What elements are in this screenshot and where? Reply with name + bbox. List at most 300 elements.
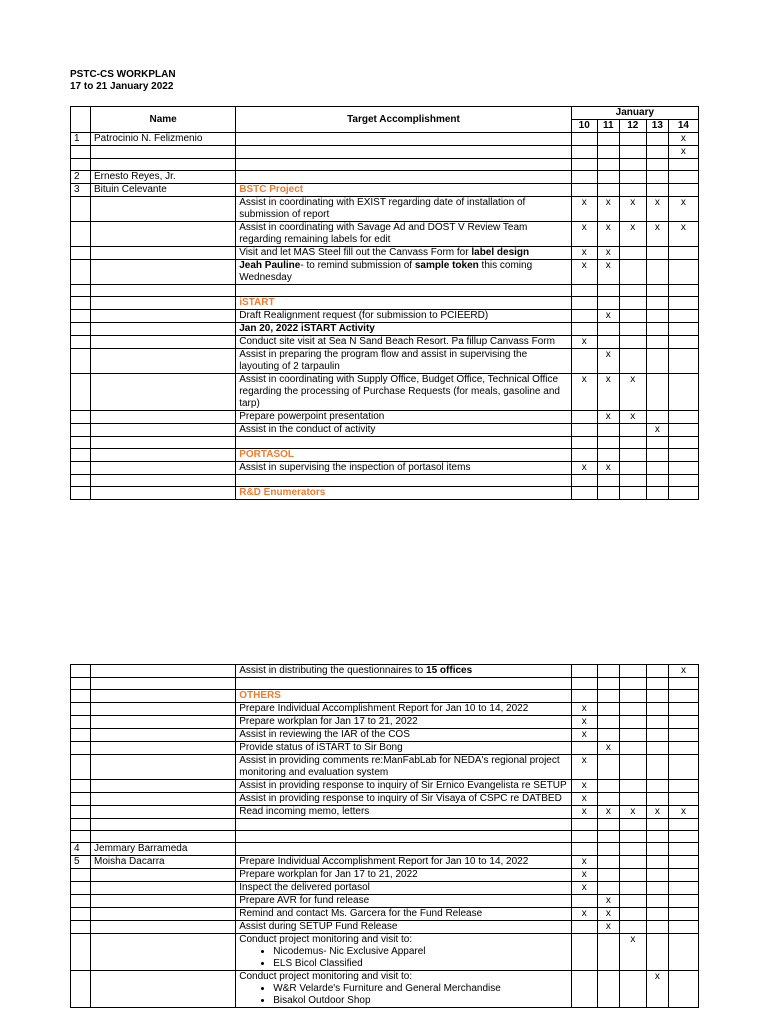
table-row [71, 197, 699, 222]
day-mark [619, 921, 646, 934]
table-row [71, 487, 699, 500]
day-mark [646, 336, 668, 349]
target-accomplishment [236, 184, 572, 197]
row-number [71, 159, 91, 171]
day-mark: x [597, 197, 619, 222]
target-accomplishment [236, 462, 572, 475]
staff-name [91, 908, 236, 921]
staff-name [91, 780, 236, 793]
day-mark [571, 678, 597, 690]
day-mark [619, 146, 646, 159]
staff-name [91, 349, 236, 374]
target-accomplishment [236, 819, 572, 831]
target-accomplishment [236, 895, 572, 908]
table-row [71, 424, 699, 437]
day-mark [668, 247, 698, 260]
row-number [71, 908, 91, 921]
task-text: Conduct project monitoring and visit to: [239, 934, 413, 945]
target-accomplishment [236, 742, 572, 755]
row-number [71, 424, 91, 437]
row-number [71, 247, 91, 260]
staff-name [91, 729, 236, 742]
day-mark [619, 716, 646, 729]
day-mark: x [619, 806, 646, 819]
staff-name: Patrocinio N. Felizmenio [91, 133, 236, 146]
day-mark [571, 297, 597, 310]
day-mark: x [619, 222, 646, 247]
row-number: 5 [71, 856, 91, 869]
target-accomplishment [236, 934, 572, 971]
table-row [71, 780, 699, 793]
day-mark [597, 716, 619, 729]
target-accomplishment [236, 247, 572, 260]
staff-name [91, 222, 236, 247]
task-text: Assist in providing response to inquiry of Sir Visaya of CSPC re DATBED [239, 793, 562, 804]
staff-name [91, 297, 236, 310]
day-mark [619, 437, 646, 449]
table-row [71, 869, 699, 882]
day-mark: x [619, 197, 646, 222]
day-mark [668, 690, 698, 703]
day-mark [571, 895, 597, 908]
task-text: Visit and let MAS Steel fill out the Canvass Form for [239, 247, 472, 258]
day-mark [646, 297, 668, 310]
staff-name [91, 934, 236, 971]
row-number [71, 475, 91, 487]
day-mark [619, 349, 646, 374]
day-mark: x [571, 882, 597, 895]
task-text: Assist in coordinating with Savage Ad and DOST V Review Team regarding remaining labels for edit [239, 222, 528, 245]
day-mark [646, 908, 668, 921]
staff-name [91, 411, 236, 424]
table-row [71, 755, 699, 780]
day-mark [619, 856, 646, 869]
header-day: 13 [646, 120, 668, 133]
row-number [71, 678, 91, 690]
day-mark [619, 843, 646, 856]
day-mark [646, 184, 668, 197]
day-mark [619, 159, 646, 171]
table-row [71, 437, 699, 449]
section-title: iSTART [239, 297, 275, 308]
staff-name [91, 716, 236, 729]
row-number [71, 411, 91, 424]
table-row [71, 297, 699, 310]
emphasized-text: Jan 20, 2022 iSTART Activity [239, 323, 375, 334]
staff-name [91, 260, 236, 285]
day-mark [646, 793, 668, 806]
staff-name: Moisha Dacarra [91, 856, 236, 869]
target-accomplishment [236, 260, 572, 285]
day-mark [668, 729, 698, 742]
day-mark: x [571, 856, 597, 869]
task-text: Draft Realignment request (for submission to PCIEERD) [239, 310, 489, 321]
table-row [71, 184, 699, 197]
day-mark [668, 716, 698, 729]
day-mark [668, 742, 698, 755]
target-accomplishment [236, 374, 572, 411]
day-mark [668, 703, 698, 716]
day-mark [571, 843, 597, 856]
day-mark [619, 742, 646, 755]
day-mark [646, 247, 668, 260]
emphasized-text: label design [471, 247, 530, 258]
day-mark [646, 703, 668, 716]
day-mark [668, 934, 698, 971]
staff-name [91, 703, 236, 716]
day-mark [571, 133, 597, 146]
table-row [71, 742, 699, 755]
target-accomplishment [236, 146, 572, 159]
table-row [71, 475, 699, 487]
day-mark: x [571, 260, 597, 285]
table-row [71, 678, 699, 690]
row-number [71, 921, 91, 934]
day-mark [571, 971, 597, 1008]
table-row [71, 411, 699, 424]
target-accomplishment [236, 690, 572, 703]
day-mark [619, 869, 646, 882]
day-mark [646, 449, 668, 462]
row-number [71, 703, 91, 716]
day-mark [619, 780, 646, 793]
row-number [71, 449, 91, 462]
target-accomplishment [236, 793, 572, 806]
staff-name [91, 690, 236, 703]
day-mark: x [571, 780, 597, 793]
section-title: PORTASOL [239, 449, 295, 460]
day-mark [597, 831, 619, 843]
day-mark [571, 146, 597, 159]
day-mark [646, 742, 668, 755]
day-mark [646, 411, 668, 424]
day-mark [646, 921, 668, 934]
day-mark: x [571, 793, 597, 806]
day-mark [646, 437, 668, 449]
table-row [71, 260, 699, 285]
emphasized-text: Jeah Pauline [239, 260, 301, 271]
day-mark [619, 462, 646, 475]
day-mark: x [571, 374, 597, 411]
day-mark [619, 665, 646, 678]
day-mark: x [597, 310, 619, 323]
section-title: BSTC Project [239, 184, 304, 195]
header-day: 14 [668, 120, 698, 133]
day-mark: x [597, 742, 619, 755]
day-mark [571, 424, 597, 437]
row-number [71, 869, 91, 882]
day-mark: x [668, 146, 698, 159]
table-row [71, 171, 699, 184]
bullet-list [239, 946, 568, 970]
staff-name [91, 665, 236, 678]
day-mark [646, 260, 668, 285]
day-mark [668, 260, 698, 285]
day-mark [646, 831, 668, 843]
day-mark [646, 934, 668, 971]
day-mark [668, 895, 698, 908]
day-mark [619, 793, 646, 806]
day-mark [571, 831, 597, 843]
bullet-item: • Bisakol Outdoor Shop [273, 995, 568, 1007]
table-row [71, 729, 699, 742]
row-number [71, 437, 91, 449]
day-mark: x [668, 197, 698, 222]
day-mark [597, 934, 619, 971]
target-accomplishment [236, 159, 572, 171]
target-accomplishment [236, 449, 572, 462]
day-mark [619, 895, 646, 908]
target-accomplishment [236, 297, 572, 310]
header-day: 11 [597, 120, 619, 133]
day-mark [619, 882, 646, 895]
day-mark [619, 260, 646, 285]
day-mark [597, 487, 619, 500]
staff-name [91, 449, 236, 462]
day-mark [668, 159, 698, 171]
day-mark [619, 247, 646, 260]
table-row [71, 806, 699, 819]
day-mark: x [646, 806, 668, 819]
task-text: Prepare Individual Accomplishment Report for Jan 10 to 14, 2022 [239, 856, 529, 867]
target-accomplishment [236, 729, 572, 742]
target-accomplishment [236, 323, 572, 336]
day-mark [646, 869, 668, 882]
day-mark [597, 703, 619, 716]
day-mark [646, 171, 668, 184]
day-mark: x [668, 222, 698, 247]
day-mark [597, 424, 619, 437]
row-number [71, 462, 91, 475]
day-mark [646, 487, 668, 500]
staff-name [91, 146, 236, 159]
day-mark [597, 449, 619, 462]
row-number [71, 260, 91, 285]
day-mark [597, 323, 619, 336]
staff-name [91, 197, 236, 222]
day-mark [668, 793, 698, 806]
day-mark [668, 171, 698, 184]
workplan-header [70, 69, 176, 93]
day-mark [571, 487, 597, 500]
staff-name [91, 159, 236, 171]
day-mark [619, 184, 646, 197]
row-number [71, 755, 91, 780]
day-mark [668, 424, 698, 437]
day-mark: x [571, 336, 597, 349]
day-mark [646, 462, 668, 475]
day-mark [668, 819, 698, 831]
row-number [71, 742, 91, 755]
row-number [71, 487, 91, 500]
day-mark [597, 665, 619, 678]
day-mark [646, 780, 668, 793]
staff-name [91, 742, 236, 755]
table-row [71, 971, 699, 1008]
table-row [71, 349, 699, 374]
day-mark [597, 793, 619, 806]
task-text: Assist in providing response to inquiry of Sir Ernico Evangelista re SETUP [239, 780, 567, 791]
table-row [71, 934, 699, 971]
day-mark [646, 819, 668, 831]
day-mark: x [597, 260, 619, 285]
day-mark: x [571, 908, 597, 921]
day-mark [597, 146, 619, 159]
target-accomplishment [236, 133, 572, 146]
day-mark [668, 310, 698, 323]
day-mark [597, 780, 619, 793]
day-mark [597, 297, 619, 310]
table-row [71, 921, 699, 934]
table-row [71, 146, 699, 159]
day-mark [571, 184, 597, 197]
day-mark [619, 133, 646, 146]
day-mark [571, 323, 597, 336]
table-row [71, 336, 699, 349]
target-accomplishment [236, 171, 572, 184]
header-name: Name [91, 107, 236, 133]
staff-name [91, 793, 236, 806]
task-text: Assist in the conduct of activity [239, 424, 376, 435]
day-mark [571, 310, 597, 323]
table-row [71, 793, 699, 806]
header-num-cell [71, 107, 91, 133]
staff-name [91, 487, 236, 500]
day-mark [668, 882, 698, 895]
day-mark: x [646, 971, 668, 1008]
target-accomplishment [236, 197, 572, 222]
table-row [71, 133, 699, 146]
day-mark [646, 310, 668, 323]
day-mark [668, 336, 698, 349]
day-mark [597, 971, 619, 1008]
day-mark: x [619, 934, 646, 971]
table-row [71, 703, 699, 716]
table-row [71, 716, 699, 729]
day-mark [619, 424, 646, 437]
table-row [71, 374, 699, 411]
task-text: Conduct project monitoring and visit to: [239, 971, 413, 982]
day-mark [619, 729, 646, 742]
task-text: Prepare workplan for Jan 17 to 21, 2022 [239, 716, 418, 727]
day-mark [646, 716, 668, 729]
table-row [71, 856, 699, 869]
row-number: 4 [71, 843, 91, 856]
staff-name [91, 374, 236, 411]
bullet-item: • W&R Velarde's Furniture and General Merchandise [273, 983, 568, 995]
day-mark [619, 755, 646, 780]
day-mark [668, 411, 698, 424]
target-accomplishment [236, 310, 572, 323]
task-text: Provide status of iSTART to Sir Bong [239, 742, 403, 753]
day-mark: x [571, 462, 597, 475]
row-number: 2 [71, 171, 91, 184]
day-mark: x [571, 197, 597, 222]
task-text: Read incoming memo, letters [239, 806, 370, 817]
day-mark [597, 882, 619, 895]
target-accomplishment [236, 487, 572, 500]
staff-name [91, 971, 236, 1008]
day-mark [668, 908, 698, 921]
day-mark [668, 921, 698, 934]
day-mark: x [571, 869, 597, 882]
staff-name [91, 895, 236, 908]
table-row [71, 908, 699, 921]
day-mark [571, 449, 597, 462]
day-mark [597, 437, 619, 449]
day-mark: x [646, 197, 668, 222]
day-mark: x [597, 462, 619, 475]
task-text: this coming Wednesday [239, 260, 533, 283]
day-mark [668, 184, 698, 197]
day-mark [597, 869, 619, 882]
day-mark [597, 678, 619, 690]
section-title: OTHERS [239, 690, 281, 701]
target-accomplishment [236, 780, 572, 793]
day-mark [619, 831, 646, 843]
row-number [71, 793, 91, 806]
day-mark [571, 742, 597, 755]
staff-name [91, 806, 236, 819]
day-mark [571, 285, 597, 297]
day-mark [646, 159, 668, 171]
day-mark: x [668, 133, 698, 146]
task-text: Prepare powerpoint presentation [239, 411, 385, 422]
target-accomplishment [236, 755, 572, 780]
day-mark [668, 449, 698, 462]
task-text: Conduct site visit at Sea N Sand Beach Resort. Pa fillup Canvass Form [239, 336, 555, 347]
table-row [71, 665, 699, 678]
day-mark [668, 487, 698, 500]
day-mark: x [646, 222, 668, 247]
day-mark: x [619, 374, 646, 411]
day-mark: x [597, 374, 619, 411]
header-day: 12 [619, 120, 646, 133]
staff-name [91, 437, 236, 449]
day-mark: x [597, 908, 619, 921]
row-number [71, 831, 91, 843]
task-text: Inspect the delivered portasol [239, 882, 370, 893]
target-accomplishment [236, 336, 572, 349]
day-mark [597, 475, 619, 487]
day-mark: x [597, 806, 619, 819]
day-mark [619, 336, 646, 349]
day-mark [646, 323, 668, 336]
day-mark: x [571, 222, 597, 247]
day-mark [668, 843, 698, 856]
section-title: R&D Enumerators [239, 487, 326, 498]
day-mark [619, 323, 646, 336]
row-number [71, 197, 91, 222]
day-mark [646, 285, 668, 297]
day-mark [646, 882, 668, 895]
staff-name [91, 819, 236, 831]
task-text: Prepare Individual Accomplishment Report for Jan 10 to 14, 2022 [239, 703, 529, 714]
day-mark: x [597, 921, 619, 934]
day-mark [597, 133, 619, 146]
day-mark [597, 336, 619, 349]
target-accomplishment [236, 882, 572, 895]
day-mark: x [597, 222, 619, 247]
target-accomplishment [236, 869, 572, 882]
day-mark [619, 908, 646, 921]
day-mark [646, 475, 668, 487]
table-row [71, 462, 699, 475]
day-mark: x [668, 806, 698, 819]
day-mark [668, 297, 698, 310]
target-accomplishment [236, 424, 572, 437]
target-accomplishment [236, 971, 572, 1008]
